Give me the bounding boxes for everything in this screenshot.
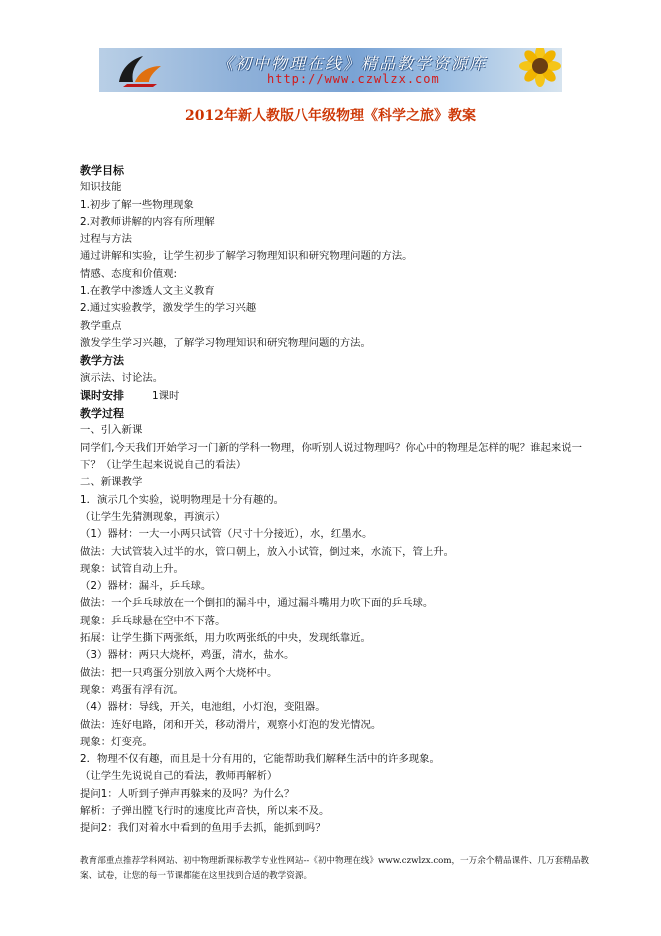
text-line: 提问2：我们对着水中看到的鱼用手去抓，能抓到吗？ xyxy=(80,822,326,835)
text-line: 1．演示几个实验，说明物理是十分有趣的。 xyxy=(80,493,285,506)
banner-url[interactable]: http://www.czwlzx.com xyxy=(267,72,440,86)
text-line: 现象：试管自动上升。 xyxy=(80,562,184,575)
lesson-count: 1课时 xyxy=(152,389,180,402)
text-line: 1.初步了解一些物理现象 xyxy=(80,198,194,211)
text-line: 现象：乒乓球悬在空中不下落。 xyxy=(80,614,226,627)
text-line: 一、引入新课 xyxy=(80,424,143,437)
text-line: 通过讲解和实验，让学生初步了解学习物理知识和研究物理问题的方法。 xyxy=(80,250,413,263)
site-logo-icon xyxy=(113,52,165,88)
text-line: 知识技能 xyxy=(80,181,122,194)
section-heading: 教学过程 xyxy=(80,407,124,421)
text-line: 二、新课教学 xyxy=(80,476,143,489)
text-line: 做法：大试管装入过半的水，管口朝上，放入小试管，倒过来，水流下，管上升。 xyxy=(80,545,455,558)
text-line: 1.在教学中渗透人文主义教育 xyxy=(80,285,215,298)
text-line: 做法：一个乒乓球放在一个倒扣的漏斗中，通过漏斗嘴用力吹下面的乒乓球。 xyxy=(80,597,434,610)
text-line: 做法：把一只鸡蛋分别放入两个大烧杯中。 xyxy=(80,666,278,679)
text-line: 2.对教师讲解的内容有所理解 xyxy=(80,215,215,228)
page-footer: 教育部重点推荐学科网站、初中物理新课标教学专业性网站--《初中物理在线》www.czwlzx.com，一万余个精品课件、几万套精品教案、试卷，让您的每一节课都能在这里找到合适的教学资源。 xyxy=(80,856,589,881)
text-line: （1）器材：一大一小两只试管（尺寸十分接近），水，红墨水。 xyxy=(80,528,373,541)
paragraph: 同学们,今天我们开始学习一门新的学科一物理，你听别人说过物理吗？你心中的物理是怎样的呢？谁起来说一下？（让学生起来说说自己的看法） xyxy=(80,441,583,472)
text-line: 2.通过实验教学，激发学生的学习兴趣 xyxy=(80,302,257,315)
text-line: （3）器材：两只大烧杯，鸡蛋，清水，盐水。 xyxy=(80,649,295,662)
text-line: （让学生先说说自己的看法，教师再解析） xyxy=(80,770,278,783)
text-line: （2）器材：漏斗，乒乓球。 xyxy=(80,580,212,593)
header-banner xyxy=(99,48,562,92)
section-heading: 教学方法 xyxy=(80,354,124,368)
text-line: 现象：灯变亮。 xyxy=(80,735,153,748)
text-line: 演示法、讨论法。 xyxy=(80,371,164,384)
banner-title: 《初中物理在线》精品教学资源库 xyxy=(217,54,488,73)
text-line: （4）器材：导线，开关，电池组，小灯泡，变阻器。 xyxy=(80,701,326,714)
text-line: 情感、态度和价值观: xyxy=(80,267,178,280)
text-line: 拓展：让学生撕下两张纸，用力吹两张纸的中央，发现纸靠近。 xyxy=(80,632,371,645)
text-line: 2．物理不仅有趣，而且是十分有用的，它能帮助我们解释生活中的许多现象。 xyxy=(80,753,440,766)
section-heading: 课时安排 xyxy=(80,388,124,402)
text-line: 现象：鸡蛋有浮有沉。 xyxy=(80,683,184,696)
text-line: 激发学生学习兴趣，了解学习物理知识和研究物理问题的方法。 xyxy=(80,336,371,349)
text-line: 做法：连好电路，闭和开关，移动滑片，观察小灯泡的发光情况。 xyxy=(80,718,382,731)
section-heading: 教学目标 xyxy=(80,164,124,177)
text-line: （让学生先猜测现象，再演示） xyxy=(80,510,226,523)
text-line: 过程与方法 xyxy=(80,233,132,246)
text-line: 教学重点 xyxy=(80,319,122,332)
sunflower-icon xyxy=(504,48,562,92)
text-line: 解析：子弹出膛飞行时的速度比声音快，所以来不及。 xyxy=(80,804,330,817)
lesson-plan-body xyxy=(80,162,600,838)
text-line: 提问1：人听到子弹声再躲来的及吗？为什么？ xyxy=(80,787,295,800)
document-title: 2012年新人教版八年级物理《科学之旅》教案 xyxy=(185,108,476,124)
